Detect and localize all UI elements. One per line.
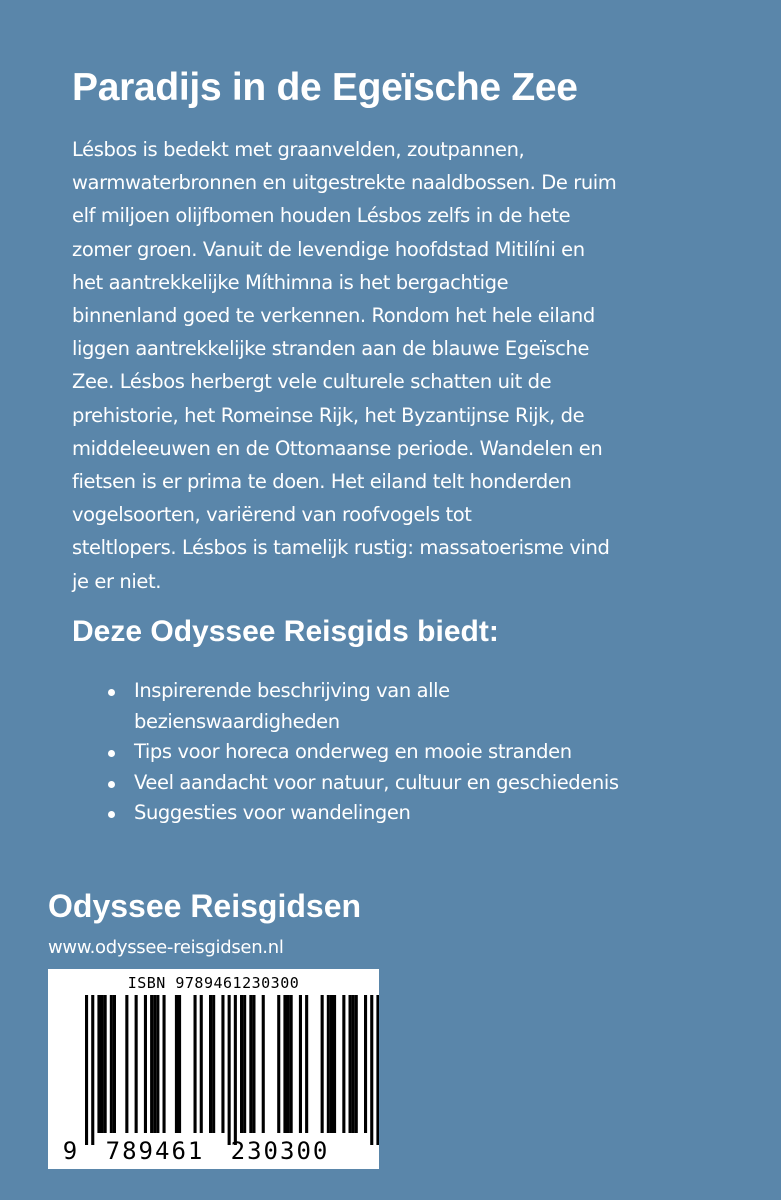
barcode-bar [104,995,107,1133]
barcode-bar [299,995,302,1133]
barcode-bar [305,995,308,1133]
publisher-name: Odyssee Reisgidsen [48,888,362,924]
barcode-bar [352,995,355,1133]
barcode-bar [91,995,94,1145]
barcode-bar [194,995,197,1133]
list-item-text: Suggesties voor wandelingen [134,801,411,824]
list-item [104,768,744,799]
bullet-dot-icon [108,750,115,757]
barcode-bar [287,995,290,1133]
barcode-bar [249,995,252,1133]
barcode-bar [349,995,352,1133]
barcode-bar [262,995,265,1133]
barcode-bar [355,995,358,1133]
bullet-dot-icon [108,689,115,696]
barcode-bar [150,995,153,1133]
barcode-left-digits: 789461 [105,1137,205,1165]
barcode-box [48,969,379,1169]
barcode-bar [175,995,178,1133]
barcode-bar [234,995,237,1145]
intro-line: het aantrekkelijke Míthimna is het bergachtige [72,270,509,294]
barcode-bar [110,995,113,1133]
barcode-bar [85,995,88,1145]
barcode-bar [221,995,224,1133]
barcode-bar [200,995,203,1133]
intro-line: binnenland goed te verkennen. Rondom het hele eiland [72,304,595,328]
barcode-bar [240,995,243,1133]
list-item-text: Tips voor horeca onderweg en mooie stranden [134,740,572,763]
barcode-bar [135,995,138,1133]
intro-line: steltlopers. Lésbos is tamelijk rustig: massatoerisme vind [72,536,610,560]
barcode-first-digit: 9 [62,1137,78,1165]
intro-line: middeleeuwen en de Ottomaanse periode. Wandelen en [72,436,603,460]
intro-line: prehistorie, het Romeinse Rijk, het Byzantijnse Rijk, de [72,403,585,427]
barcode-bar [125,995,128,1133]
features-heading: Deze Odyssee Reisgids biedt: [72,615,499,648]
list-item [104,737,744,768]
barcode-bar [144,995,147,1133]
list-item-text: Veel aandacht voor natuur, cultuur en geschiedenis [134,770,619,794]
publisher-website[interactable]: www.odyssee-reisgidsen.nl [48,937,284,958]
features-list [104,676,744,829]
intro-line: zomer groen. Vanuit de levendige hoofdstad Mitilíni en [72,237,585,261]
barcode-bar [370,995,373,1145]
barcode-bar [113,995,116,1133]
barcode-bar [321,995,324,1133]
barcode-bar [327,995,330,1133]
intro-line: vogelsoorten, variërend van roofvogels tot [72,503,472,527]
intro-line: liggen aantrekkelijke stranden aan de blauwe Egeïsche [72,337,590,361]
barcode-bar [333,995,336,1133]
intro-line: Lésbos is bedekt met graanvelden, zoutpannen, [72,138,525,161]
barcode-bar [376,995,379,1145]
barcode-bar [252,995,255,1133]
intro-line: je er niet. [72,569,162,593]
intro-line: Zee. Lésbos herbergt vele culturele schatten uit de [72,370,552,394]
barcode-bar [330,995,333,1133]
barcode-bar [283,995,286,1133]
barcode-bar [277,995,280,1133]
barcode-bar [290,995,293,1133]
barcode-bar [101,995,104,1133]
list-item-text: Inspirerende beschrijving van alle [134,679,450,702]
intro-line: warmwaterbronnen en uitgestrekte naaldbossen. De ruim [72,171,617,195]
barcode-bar [342,995,345,1133]
barcode-bar [243,995,246,1133]
barcode-icon [48,969,379,1169]
barcode-bar [364,995,367,1133]
barcode-bar [178,995,181,1133]
bullet-dot-icon [108,811,115,818]
list-item-text: bezienswaardigheden [134,709,340,733]
barcode-bar [228,995,231,1145]
isbn-label: ISBN 9789461230300 [127,974,300,992]
barcode-bar [97,995,100,1133]
list-item [104,798,744,829]
barcode-bar [209,995,212,1133]
intro-line: elf miljoen olijfbomen houden Lésbos zelfs in de hete [72,204,571,228]
page-title: Paradijs in de Egeïsche Zee [72,66,578,109]
barcode-bar [163,995,166,1133]
barcode-right-digits: 230300 [230,1137,330,1165]
intro-paragraph [72,133,712,598]
intro-line: fietsen is er prima te doen. Het eiland telt honderden [72,470,572,494]
bullet-dot-icon [108,781,115,788]
barcode-bar [212,995,215,1133]
list-item [104,676,744,737]
barcode-bar [156,995,159,1133]
barcode-bar [153,995,156,1133]
